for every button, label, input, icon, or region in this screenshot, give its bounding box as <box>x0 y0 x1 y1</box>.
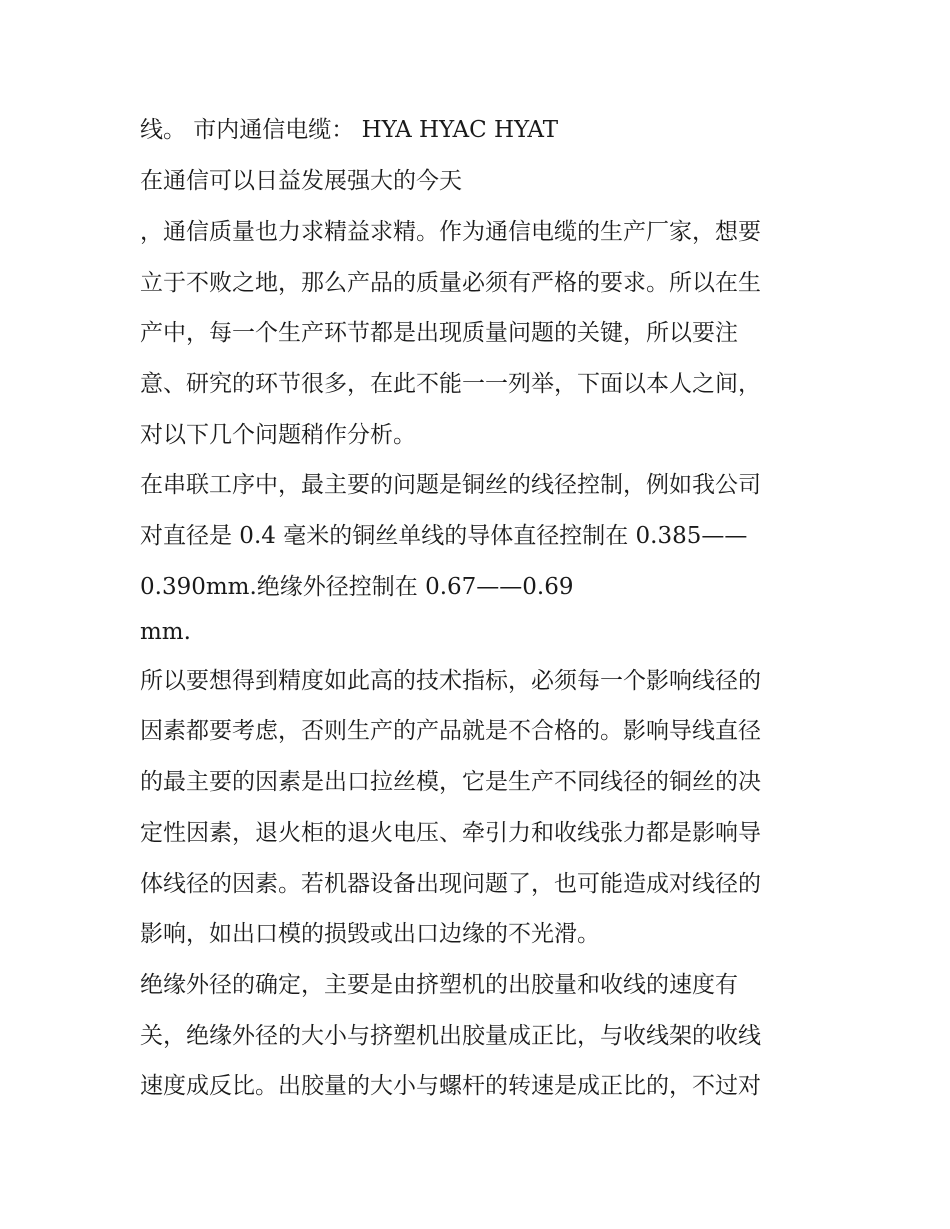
text-line: 在通信可以日益发展强大的今天 <box>140 168 462 194</box>
text-line: 的最主要的因素是出口拉丝模，它是生产不同线径的铜丝的决 <box>140 769 761 795</box>
text-line: 所以要想得到精度如此高的技术指标，必须每一个影响线径的 <box>140 668 761 694</box>
text-line: 意、研究的环节很多，在此不能一一列举，下面以本人之间， <box>140 371 761 397</box>
text-line: 影响，如出口模的损毁或出口边缘的不光滑。 <box>140 921 600 947</box>
text-line: 速度成反比。出胶量的大小与螺杆的转速是成正比的，不过对 <box>140 1073 761 1099</box>
text-line: 体线径的因素。若机器设备出现问题了，也可能造成对线径的 <box>140 871 761 897</box>
text-line: 对以下几个问题稍作分析。 <box>140 422 416 448</box>
text-line: ，通信质量也力求精益求精。作为通信电缆的生产厂家，想要 <box>140 219 761 245</box>
text-line: mm. <box>140 619 191 645</box>
text-line: 产中，每一个生产环节都是出现质量问题的关键，所以要注 <box>140 320 738 346</box>
text-line: 0.390mm.绝缘外径控制在 0.67——0.69 <box>140 574 574 600</box>
text-line: 因素都要考虑，否则生产的产品就是不合格的。影响导线直径 <box>140 718 761 744</box>
text-line: 线。 市内通信电缆： HYA HYAC HYAT <box>140 117 559 143</box>
text-line: 绝缘外径的确定，主要是由挤塑机的出胶量和收线的速度有 <box>140 972 738 998</box>
text-line: 在串联工序中，最主要的问题是铜丝的线径控制，例如我公司 <box>140 472 761 498</box>
text-line: 关，绝缘外径的大小与挤塑机出胶量成正比，与收线架的收线 <box>140 1023 761 1049</box>
text-line: 立于不败之地，那么产品的质量必须有严格的要求。所以在生 <box>140 270 761 296</box>
text-line: 对直径是 0.4 毫米的铜丝单线的导体直径控制在 0.385—— <box>140 523 748 549</box>
text-line: 定性因素，退火柜的退火电压、牵引力和收线张力都是影响导 <box>140 820 761 846</box>
